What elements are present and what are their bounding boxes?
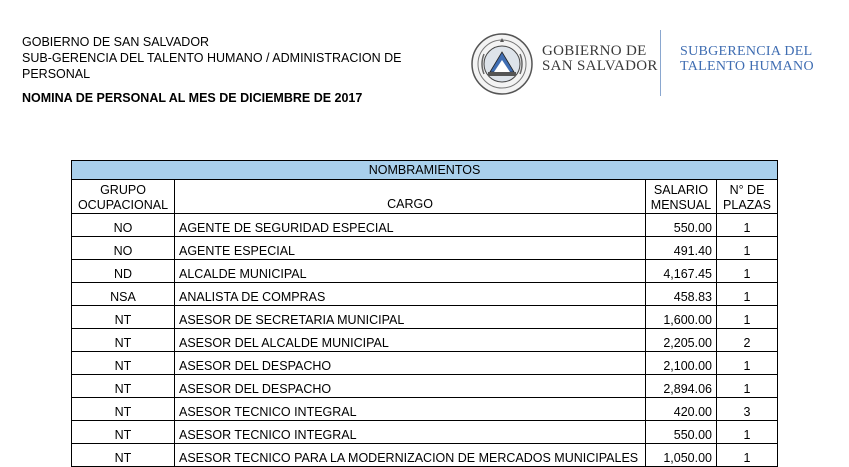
- cell-plazas: 1: [717, 283, 778, 306]
- cell-salario: 4,167.45: [646, 260, 717, 283]
- cell-plazas: 1: [717, 444, 778, 467]
- cell-salario: 2,100.00: [646, 352, 717, 375]
- cell-cargo: ANALISTA DE COMPRAS: [175, 283, 646, 306]
- logo-block: [470, 30, 830, 100]
- cell-grupo: NT: [72, 398, 175, 421]
- cell-cargo: ASESOR DEL DESPACHO: [175, 375, 646, 398]
- table-row: [72, 398, 778, 421]
- cell-plazas: 1: [717, 237, 778, 260]
- cell-grupo: NSA: [72, 283, 175, 306]
- cell-grupo: ND: [72, 260, 175, 283]
- cell-grupo: NT: [72, 329, 175, 352]
- logo-subgerencia-text: [680, 44, 814, 74]
- cell-cargo: ASESOR DEL DESPACHO: [175, 352, 646, 375]
- cell-cargo: AGENTE ESPECIAL: [175, 237, 646, 260]
- table-row: [72, 352, 778, 375]
- city-seal-icon: [470, 32, 534, 96]
- cell-cargo: ASESOR DEL ALCALDE MUNICIPAL: [175, 329, 646, 352]
- table-title: NOMBRAMIENTOS: [72, 161, 778, 180]
- cell-salario: 550.00: [646, 214, 717, 237]
- table-row: [72, 375, 778, 398]
- table-row: [72, 444, 778, 467]
- cell-cargo: ALCALDE MUNICIPAL: [175, 260, 646, 283]
- cell-grupo: NT: [72, 444, 175, 467]
- cell-salario: 1,050.00: [646, 444, 717, 467]
- table-row: [72, 260, 778, 283]
- cell-plazas: 3: [717, 398, 778, 421]
- logo-gob-line1: GOBIERNO DE: [542, 43, 647, 59]
- cell-plazas: 1: [717, 421, 778, 444]
- header-department: SUB-GERENCIA DEL TALENTO HUMANO / ADMINISTRACION DE PERSONAL: [22, 51, 402, 81]
- payroll-table: [71, 160, 778, 467]
- cell-salario: 458.83: [646, 283, 717, 306]
- cell-cargo: ASESOR TECNICO PARA LA MODERNIZACION DE MERCADOS MUNICIPALES: [175, 444, 646, 467]
- cell-grupo: NT: [72, 375, 175, 398]
- cell-plazas: 1: [717, 306, 778, 329]
- cell-grupo: NT: [72, 421, 175, 444]
- cell-salario: 550.00: [646, 421, 717, 444]
- cell-grupo: NT: [72, 352, 175, 375]
- table-row: [72, 237, 778, 260]
- header-report-title: NOMINA DE PERSONAL AL MES DE DICIEMBRE DE 2017: [22, 91, 363, 105]
- col-header-grupo: GRUPO OCUPACIONAL: [72, 180, 175, 214]
- cell-plazas: 2: [717, 329, 778, 352]
- cell-cargo: ASESOR DE SECRETARIA MUNICIPAL: [175, 306, 646, 329]
- cell-salario: 420.00: [646, 398, 717, 421]
- logo-divider: [660, 30, 661, 96]
- col-header-plazas: N° DE PLAZAS: [717, 180, 778, 214]
- cell-plazas: 1: [717, 214, 778, 237]
- table-row: [72, 329, 778, 352]
- cell-plazas: 1: [717, 375, 778, 398]
- cell-salario: 2,894.06: [646, 375, 717, 398]
- logo-sub-line1: SUBGERENCIA DEL: [680, 44, 813, 59]
- table-row: [72, 421, 778, 444]
- cell-plazas: 1: [717, 352, 778, 375]
- col-header-salario: SALARIO MENSUAL: [646, 180, 717, 214]
- table-row: [72, 283, 778, 306]
- table-row: [72, 306, 778, 329]
- cell-plazas: 1: [717, 260, 778, 283]
- logo-sub-line2: TALENTO HUMANO: [680, 59, 814, 74]
- cell-salario: 2,205.00: [646, 329, 717, 352]
- cell-cargo: ASESOR TECNICO INTEGRAL: [175, 398, 646, 421]
- table-row: [72, 214, 778, 237]
- cell-cargo: ASESOR TECNICO INTEGRAL: [175, 421, 646, 444]
- col-header-cargo: CARGO: [175, 180, 646, 214]
- cell-grupo: NT: [72, 306, 175, 329]
- cell-salario: 1,600.00: [646, 306, 717, 329]
- cell-grupo: NO: [72, 237, 175, 260]
- cell-salario: 491.40: [646, 237, 717, 260]
- header-org: GOBIERNO DE SAN SALVADOR: [22, 35, 210, 49]
- document-header: [22, 34, 402, 106]
- logo-gob-line2: SAN SALVADOR: [542, 58, 658, 74]
- logo-gobierno-text: [542, 44, 658, 74]
- cell-grupo: NO: [72, 214, 175, 237]
- cell-cargo: AGENTE DE SEGURIDAD ESPECIAL: [175, 214, 646, 237]
